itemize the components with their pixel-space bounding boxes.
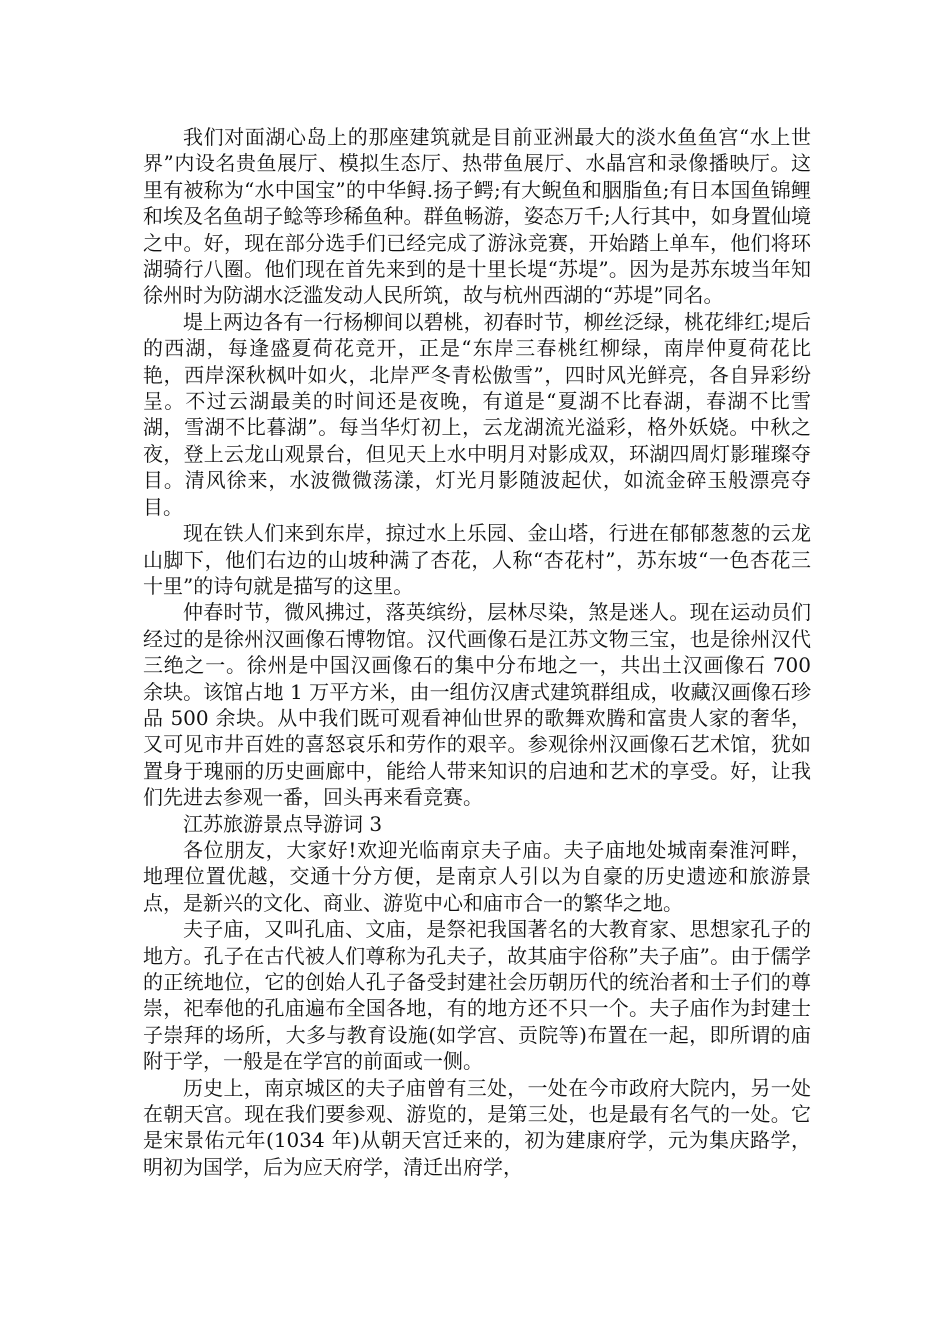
paragraph-water-world: 我们对面湖心岛上的那座建筑就是目前亚洲最大的淡水鱼鱼宫“水上世界”内设名贵鱼展厅、模拟生态厅、热带鱼展厅、水晶宫和录像播映厅。这里有被称为“水中国宝”的中华鲟.扬子鳄;有大鲵鱼和胭脂鱼;有日本国鱼锦鲤和埃及名鱼胡子鲶等珍稀鱼种。群鱼畅游，姿态万千;人行其中，如身置仙境之中。好，现在部分选手们已经完成了游泳竞赛，开始踏上单车，他们将环湖骑行八圈。他们现在首先来到的是十里长堤“苏堤”。因为是苏东坡当年知徐州时为防湖水泛滥发动人民所筑，故与杭州西湖的“苏堤”同名。 — [143, 125, 811, 308]
paragraph-confucius-temple-intro: 夫子庙，又叫孔庙、文庙，是祭祀我国著名的大教育家、思想家孔子的地方。孔子在古代被人们尊称为孔夫子，故其庙宇俗称”夫子庙”。由于儒学的正统地位，它的创始人孔子备受封建社会历朝历代的统治者和士子们的尊崇，祀奉他的孔庙遍布全国各地，有的地方还不只一个。夫子庙作为封建士子崇拜的场所，大多与教育设施(如学宫、贡院等)布置在一起，即所谓的庙附于学，一般是在学宫的前面或一侧。 — [143, 917, 811, 1074]
section-heading: 江苏旅游景点导游词 3 — [183, 811, 383, 836]
paragraph-east-shore: 现在铁人们来到东岸，掠过水上乐园、金山塔，行进在郁郁葱葱的云龙山脚下，他们右边的山坡种满了杏花，人称“杏花村”，苏东坡“一色杏花三十里”的诗句就是描写的这里。 — [143, 521, 811, 598]
document-page — [143, 124, 811, 1180]
paragraph-han-stone-museum: 仲春时节，微风拂过，落英缤纷，层林尽染，煞是迷人。现在运动员们经过的是徐州汉画像石博物馆。汉代画像石是江苏文物三宝，也是徐州汉代三绝之一。徐州是中国汉画像石的集中分布地之一，共出土汉画像石 700 余块。该馆占地 1 万平方米，由一组仿汉唐式建筑群组成，收藏汉画像石珍品 500 余块。从中我们既可观看神仙世界的歌舞欢腾和富贵人家的奢华，又可见市井百姓的喜怒哀乐和劳作的艰辛。参观徐州汉画像石艺术馆，犹如置身于瑰丽的历史画廊中，能给人带来知识的启迪和艺术的享受。好，让我们先进去参观一番，回头再来看竞赛。 — [143, 600, 811, 810]
paragraph-confucius-temple-welcome: 各位朋友，大家好!欢迎光临南京夫子庙。夫子庙地处城南秦淮河畔，地理位置优越，交通十分方便，是南京人引以为自豪的历史遗迹和旅游景点，是新兴的文化、商业、游览中心和庙市合一的繁华之地。 — [143, 837, 811, 915]
paragraph-su-causeway: 堤上两边各有一行杨柳间以碧桃，初春时节，柳丝泛绿，桃花绯红;堤后的西湖，每逢盛夏荷花竞开，正是“东岸三春桃红柳绿，南岸仲夏荷花比艳，西岸深秋枫叶如火，北岸严冬青松傲雪”，四时风光鲜亮，各自异彩纷呈。不过云湖最美的时间还是夜晚，有道是“夏湖不比春湖，春湖不比雪湖，雪湖不比暮湖”。每当华灯初上，云龙湖流光溢彩，格外妖娆。中秋之夜，登上云龙山观景台，但见天上水中明月对影成双，环湖四周灯影璀璨夺目。清风徐来，水波微微荡漾，灯光月影随波起伏，如流金碎玉般漂亮夺目。 — [143, 309, 811, 519]
paragraph-confucius-temple-history: 历史上，南京城区的夫子庙曾有三处，一处在今市政府大院内，另一处在朝天宫。现在我们要参观、游览的，是第三处，也是最有名气的一处。它是宋景佑元年(1034 年)从朝天宫迁来的，初为建康府学，元为集庆路学，明初为国学，后为应天府学，清迁出府学， — [143, 1075, 811, 1179]
